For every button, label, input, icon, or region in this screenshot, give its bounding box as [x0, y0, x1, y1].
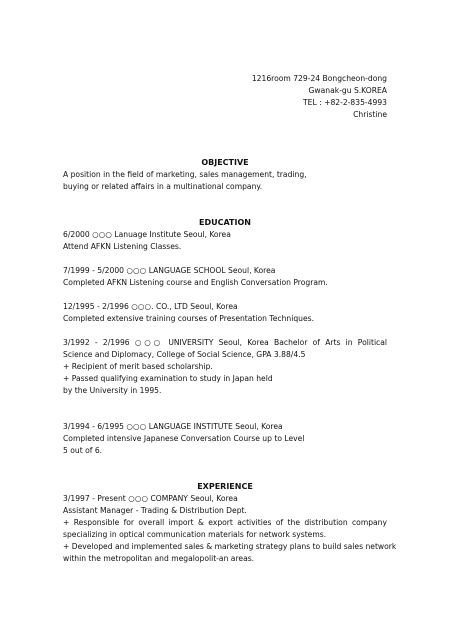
experience-entry-1-bullet-1-cont: specializing in optical communication materials for network systems.	[63, 530, 327, 539]
experience-heading: EXPERIENCE	[197, 482, 253, 491]
education-entry-1-detail: Attend AFKN Listening Classes.	[63, 242, 182, 251]
education-entry-4-detail: Science and Diplomacy, College of Social Science, GPA 3.88/4.5	[63, 350, 306, 359]
experience-entry-1-bullet-1: + Responsible for overall import & export activities of the distribution company	[63, 518, 387, 527]
experience-entry-1-bullet-2-cont: within the metropolitan and megalopolit-an areas.	[63, 554, 255, 563]
objective-text-1: A position in the field of marketing, sales management, trading,	[63, 170, 307, 179]
education-entry-4-bullet-2: + Passed qualifying examination to study in Japan held	[63, 374, 273, 383]
education-entry-3-title: 12/1995 - 2/1996 ○○○. CO., LTD Seoul, Korea	[63, 302, 238, 311]
objective-text-2: buying or related affairs in a multinational company.	[63, 182, 263, 191]
education-entry-5-title: 3/1994 - 6/1995 ○○○ LANGUAGE INSTITUTE Seoul, Korea	[63, 422, 283, 431]
experience-entry-1-bullet-2: + Developed and implemented sales & marketing strategy plans to build sales network	[63, 542, 397, 551]
education-entry-2-title: 7/1999 - 5/2000 ○○○ LANGUAGE SCHOOL Seoul, Korea	[63, 266, 276, 275]
address-line-2: Gwanak-gu S.KOREA	[308, 86, 387, 95]
education-heading: EDUCATION	[199, 218, 251, 227]
education-entry-5-detail: Completed intensive Japanese Conversation Course up to Level	[63, 434, 305, 443]
education-entry-1-title: 6/2000 ○○○ Lanuage Institute Seoul, Korea	[63, 230, 231, 239]
education-entry-2-detail: Completed AFKN Listening course and English Conversation Program.	[63, 278, 328, 287]
objective-heading: OBJECTIVE	[201, 158, 249, 167]
phone-line: TEL : +82-2-835-4993	[303, 98, 387, 107]
name-line: Christine	[353, 110, 387, 119]
education-entry-4-bullet-1: + Recipient of merit based scholarship.	[63, 362, 213, 371]
education-entry-4-title: 3/1992 - 2/1996 ○○○ UNIVERSITY Seoul, Korea Bachelor of Arts in Political	[63, 338, 387, 347]
education-entry-3-detail: Completed extensive training courses of Presentation Techniques.	[63, 314, 315, 323]
experience-entry-1-title: 3/1997 - Present ○○○ COMPANY Seoul, Korea	[63, 494, 238, 503]
education-entry-4-bullet-2-cont: by the University in 1995.	[63, 386, 162, 395]
experience-entry-1-role: Assistant Manager - Trading & Distribution Dept.	[63, 506, 247, 515]
address-line-1: 1216room 729-24 Bongcheon-dong	[251, 74, 387, 83]
education-entry-5-detail-cont: 5 out of 6.	[63, 446, 103, 455]
